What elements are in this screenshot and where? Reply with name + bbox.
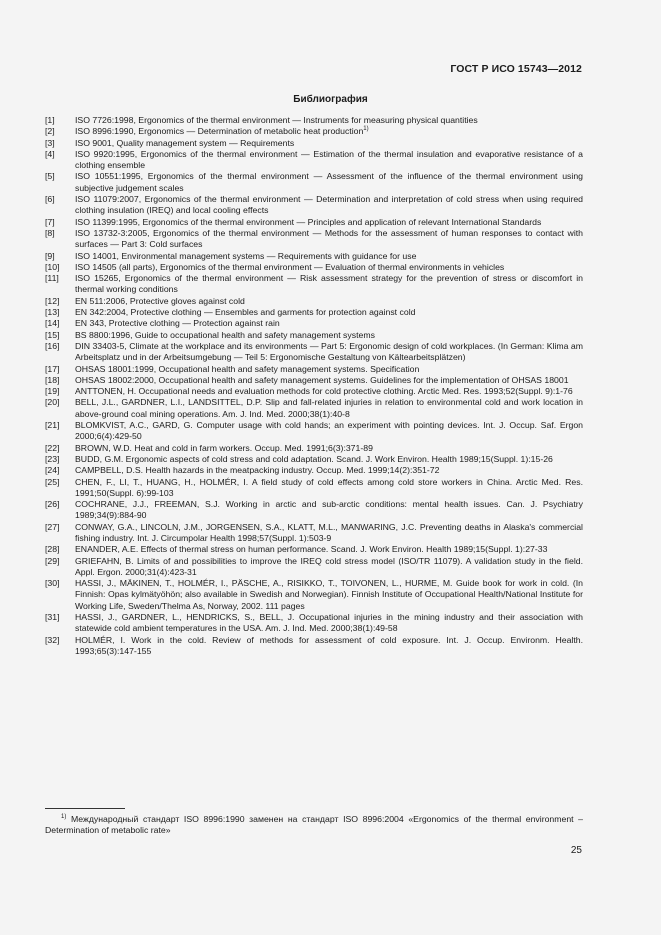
entry-text (75, 273, 583, 296)
entry-number: [28] (45, 544, 60, 555)
entry-text (75, 499, 583, 522)
entry-number: [18] (45, 374, 60, 385)
entry-number: [9] (45, 250, 55, 261)
bibliography-entry (45, 499, 583, 522)
entry-number: [27] (45, 521, 60, 532)
bibliography-entry (45, 330, 583, 341)
entry-text (75, 556, 583, 579)
entry-text (75, 375, 583, 386)
entry-text-body: ANTTONEN, H. Occupational needs and evaluation methods for cold protective clothing. Arctic Med. Res. 1993;52(Suppl. 9):1-76 (75, 386, 573, 397)
entry-text (75, 454, 583, 465)
entry-text (75, 420, 583, 443)
entry-number: [29] (45, 555, 60, 566)
entry-number: [15] (45, 329, 60, 340)
bibliography-entry (45, 341, 583, 364)
bibliography-entry (45, 375, 583, 386)
bibliography-entry (45, 465, 583, 476)
entry-text-body: HOLMÉR, I. Work in the cold. Review of methods for assessment of cold exposure. Int. J. Occup. Environm. Health. 1993;65(3):147-155 (75, 634, 583, 656)
entry-text-body: ISO 14505 (all parts), Ergonomics of the thermal environment — Evaluation of thermal environments in vehicles (75, 261, 505, 272)
entry-number: [32] (45, 634, 60, 645)
entry-text (75, 262, 583, 273)
entry-text-body: ISO 10551:1995, Ergonomics of the thermal environment — Assessment of the influence of the thermal environment using subjective judgement scales (75, 171, 583, 193)
entry-text (75, 465, 583, 476)
footnote-mark: 1) (61, 814, 67, 821)
bibliography-entry (45, 635, 583, 658)
bibliography-entry (45, 149, 583, 172)
bibliography-entry (45, 477, 583, 500)
bibliography-entry (45, 194, 583, 217)
entry-text (75, 149, 583, 172)
entry-text-body: HASSI, J., GARDNER, L., HENDRICKS, S., BELL, J. Occupational injuries in the mining industry and their association with statewide cold ambient temperatures in the USA. Am. J. Ind. Med. 2000;38(1):49-58 (75, 612, 583, 634)
entry-text-body: BLOMKVIST, A.C., GARD, G. Computer usage with cold hands; an experiment with pointing devices. Int. J. Occup. Saf. Ergon 2000;6(4):429-50 (75, 420, 583, 442)
entry-text-body: ENANDER, A.E. Effects of thermal stress on human performance. Scand. J. Work Environ. Health 1989;15(Suppl. 1):27-33 (75, 544, 548, 555)
entry-text-body: EN 343, Protective clothing — Protection against rain (75, 318, 280, 329)
entry-text-body: ISO 7726:1998, Ergonomics of the thermal environment — Instruments for measuring physical quantities (75, 115, 478, 125)
entry-text (75, 522, 583, 545)
footnote (45, 814, 583, 837)
entry-text (75, 386, 583, 397)
entry-text (75, 364, 583, 375)
entry-number: [8] (45, 227, 55, 238)
bibliography-entry (45, 296, 583, 307)
entry-number: [1] (45, 115, 55, 125)
bibliography-entry (45, 273, 583, 296)
entry-text (75, 578, 583, 612)
entry-text (75, 397, 583, 420)
entry-text (75, 443, 583, 454)
entry-text (75, 341, 583, 364)
entry-number: [25] (45, 476, 60, 487)
bibliography-list (45, 115, 583, 657)
entry-text-body: ISO 14001, Environmental management systems — Requirements with guidance for use (75, 250, 417, 261)
entry-text-body: ISO 11079:2007, Ergonomics of the thermal environment — Determination and interpretation of cold stress when using required clothing insulation (IREQ) and local cooling effects (75, 194, 583, 216)
bibliography-entry (45, 397, 583, 420)
entry-text (75, 330, 583, 341)
bibliography-entry (45, 228, 583, 251)
entry-number: [26] (45, 499, 60, 510)
entry-number: [21] (45, 420, 60, 431)
entry-text-body: BELL, J.L., GARDNER, L.I., LANDSITTEL, D.P. Slip and fall-related injuries in relation to environmental cold and work location in above-ground coal mining operations. Am. J. Ind. Med. 2000;38(1):40-8 (75, 397, 583, 419)
entry-text (75, 307, 583, 318)
entry-number: [2] (45, 126, 55, 137)
bibliography-entry (45, 262, 583, 273)
entry-number: [19] (45, 386, 60, 397)
entry-text (75, 296, 583, 307)
entry-text-body: ISO 15265, Ergonomics of the thermal environment — Risk assessment strategy for the prevention of stress or discomfort in thermal working conditions (75, 273, 583, 295)
bibliography-entry (45, 420, 583, 443)
entry-number: [17] (45, 363, 60, 374)
entry-text (75, 171, 583, 194)
entry-number: [10] (45, 261, 60, 272)
entry-text (75, 477, 583, 500)
entry-text-body: ISO 9001, Quality management system — Requirements (75, 137, 295, 148)
entry-text (75, 126, 583, 137)
entry-number: [30] (45, 578, 60, 589)
standard-header: ГОСТ Р ИСО 15743—2012 (450, 63, 582, 75)
bibliography-entry (45, 138, 583, 149)
entry-number: [22] (45, 442, 60, 453)
bibliography-entry (45, 522, 583, 545)
bibliography-entry (45, 307, 583, 318)
bibliography-entry (45, 318, 583, 329)
entry-text (75, 115, 583, 126)
entry-text (75, 318, 583, 329)
entry-number: [31] (45, 612, 60, 623)
entry-number: [23] (45, 453, 60, 464)
entry-number: [16] (45, 340, 60, 351)
entry-text (75, 228, 583, 251)
entry-text (75, 217, 583, 228)
page-number: 25 (570, 845, 582, 856)
entry-text-body: BROWN, W.D. Heat and cold in farm workers. Occup. Med. 1991;6(3):371-89 (75, 442, 373, 453)
entry-text-body: ISO 11399:1995, Ergonomics of the thermal environment — Principles and application of relevant International Standards (75, 216, 542, 227)
entry-text-body: CONWAY, G.A., LINCOLN, J.M., JORGENSEN, S.A., KLATT, M.L., MANWARING, J.C. Preventing deaths in Alaska's commercial fishing industry. Int. J. Circumpolar Health 1998;57(Suppl. 1):503-9 (75, 521, 583, 543)
entry-number: [7] (45, 216, 55, 227)
entry-number: [4] (45, 148, 55, 159)
bibliography-entry (45, 171, 583, 194)
entry-text-body: DIN 33403-5, Climate at the workplace and its environments — Part 5: Ergonomic design of cold workplaces. (In German: Klima am Arbeitsplatz und in der Arbeitsumgebung — Teil 5: Ergonomische Gestaltung von Kältearbeitsplätzen) (75, 340, 583, 363)
entry-text-body: ISO 8996:1990, Ergonomics — Determination of metabolic heat production (75, 126, 364, 137)
entry-number: [20] (45, 397, 60, 408)
page-title: Библиография (293, 94, 368, 105)
bibliography-entry (45, 454, 583, 465)
entry-number: [5] (45, 171, 55, 182)
entry-text (75, 635, 583, 658)
entry-text (75, 138, 583, 149)
bibliography-entry (45, 115, 583, 126)
bibliography-entry (45, 217, 583, 228)
footnote-reference: 1) (363, 126, 369, 133)
entry-text-body: OHSAS 18002:2000, Occupational health and safety management systems. Guidelines for the implementation of OHSAS 18001 (75, 374, 569, 385)
entry-text-body: BS 8800:1996, Guide to occupational health and safety management systems (75, 329, 375, 340)
bibliography-entry (45, 364, 583, 375)
entry-text-body: HASSI, J., MÄKINEN, T., HOLMÉR, I., PÄSCHE, A., RISIKKO, T., TOIVONEN, L., HURME, M. Guide book for work in cold. (In Finnish: Opas kylmätyöhön; also available in Swedish and Norwegian). Finnish Institute of Occupational Health/National Institute for Working Life, Sweden/Thelma As, Norway, 2002. 111 pages (75, 578, 583, 611)
entry-text-body: CAMPBELL, D.S. Health hazards in the meatpacking industry. Occup. Med. 1999;14(2):351-72 (75, 465, 440, 476)
bibliography-entry (45, 443, 583, 454)
entry-text (75, 194, 583, 217)
entry-number: [12] (45, 295, 60, 306)
entry-text-body: EN 511:2006, Protective gloves against cold (75, 295, 245, 306)
entry-text-body: ISO 9920:1995, Ergonomics of the thermal environment — Estimation of the thermal insulation and evaporative resistance of a clothing ensemble (75, 148, 583, 171)
entry-number: [11] (45, 273, 59, 284)
bibliography-entry (45, 578, 583, 612)
footnote-text: Международный стандарт ISO 8996:1990 заменен на стандарт ISO 8996:2004 «Ergonomics of the thermal environment – Determination of metabolic rate» (45, 814, 584, 836)
entry-text-body: EN 342:2004, Protective clothing — Ensembles and garments for protection against cold (75, 307, 416, 318)
entry-number: [24] (45, 465, 60, 476)
entry-text (75, 251, 583, 262)
bibliography-entry (45, 126, 583, 137)
footnote-divider (45, 808, 125, 809)
entry-text-body: ISO 13732-3:2005, Ergonomics of the thermal environment — Methods for the assessment of human responses to contact with surfaces — Part 3: Cold surfaces (75, 227, 583, 250)
entry-number: [3] (45, 137, 55, 148)
entry-text-body: OHSAS 18001:1999, Occupational health and safety management systems. Specification (75, 363, 420, 374)
bibliography-entry (45, 544, 583, 555)
bibliography-entry (45, 386, 583, 397)
entry-text (75, 612, 583, 635)
entry-text-body: GRIEFAHN, B. Limits of and possibilities to improve the IREQ cold stress model (ISO/TR 11079). A validation study in the field. Appl. Ergon. 2000;31(4):423-31 (75, 555, 583, 577)
bibliography-entry (45, 556, 583, 579)
entry-number: [6] (45, 194, 55, 205)
entry-number: [14] (45, 318, 60, 329)
entry-text-body: CHEN, F., LI, T., HUANG, H., HOLMÉR, I. A field study of cold effects among cold store workers in China. Arctic Med. Res. 1991;50(Suppl. 6):99-103 (75, 476, 583, 498)
bibliography-entry (45, 251, 583, 262)
entry-text-body: COCHRANE, J.J., FREEMAN, S.J. Working in arctic and sub-arctic conditions: mental health issues. Can. J. Psychiatry 1989;34(9):884-90 (75, 499, 583, 521)
entry-text (75, 544, 583, 555)
bibliography-entry (45, 612, 583, 635)
entry-number: [13] (45, 307, 60, 318)
entry-text-body: BUDD, G.M. Ergonomic aspects of cold stress and cold adaptation. Scand. J. Work Environ. Health 1989;15(Suppl. 1):15-26 (75, 453, 553, 464)
